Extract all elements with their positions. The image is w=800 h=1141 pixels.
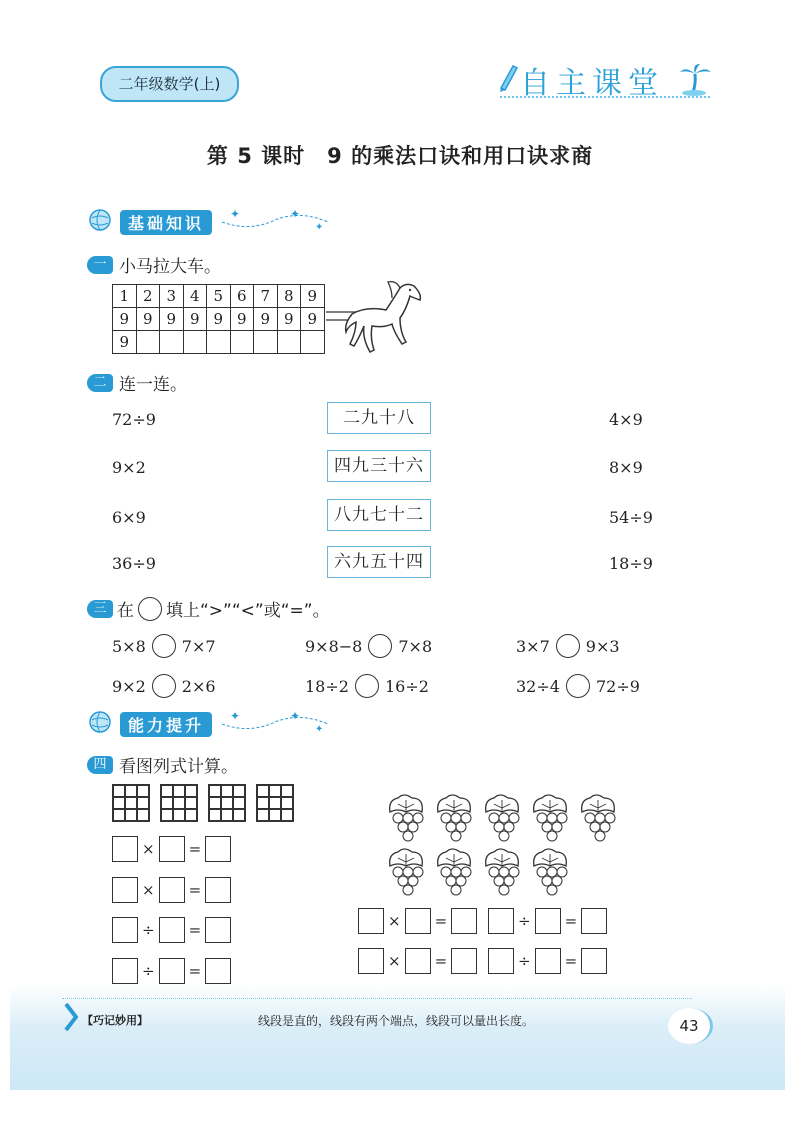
match-left-item[interactable]: 9×2 (112, 458, 146, 477)
q3-text-before: 在 (117, 601, 134, 621)
match-middle-item[interactable]: 六九五十四 (327, 546, 431, 578)
equation-row (488, 908, 607, 934)
grid-3x3-icon (112, 784, 150, 822)
grid-group (112, 784, 294, 822)
table-cell: 2 (136, 285, 160, 308)
grape-icon (432, 846, 476, 898)
answer-box[interactable] (535, 908, 561, 934)
q3-heading (87, 596, 330, 621)
q1-heading (87, 252, 221, 277)
divide-sign: ÷ (142, 921, 155, 939)
answer-cell[interactable] (254, 331, 278, 354)
grade-badge: 二年级数学(上) (100, 66, 239, 102)
compare-item (112, 634, 216, 658)
footer-divider (62, 998, 692, 999)
globe-icon (88, 710, 112, 738)
grape-icon (528, 792, 572, 844)
answer-box[interactable] (205, 917, 231, 943)
answer-box[interactable] (159, 877, 185, 903)
grape-icon (480, 792, 524, 844)
answer-circle[interactable] (152, 634, 176, 658)
match-middle-item[interactable]: 八九七十二 (327, 499, 431, 531)
svg-text:✦: ✦ (230, 710, 241, 723)
equals-sign: = (188, 962, 202, 980)
grape-icon (528, 846, 572, 898)
table-cell: 9 (254, 308, 278, 331)
q2-text: 连一连。 (119, 375, 187, 395)
answer-circle[interactable] (152, 674, 176, 698)
equation-row (112, 836, 231, 862)
compare-right: 7×7 (181, 636, 216, 656)
grid-3x3-icon (160, 784, 198, 822)
compare-left: 3×7 (516, 636, 550, 656)
match-right-item[interactable]: 4×9 (609, 410, 643, 429)
answer-cell[interactable] (277, 331, 301, 354)
divide-sign: ÷ (142, 962, 155, 980)
horse-icon (326, 276, 428, 362)
answer-cell[interactable] (160, 331, 184, 354)
table-cell: 9 (277, 308, 301, 331)
answer-box[interactable] (358, 948, 384, 974)
lesson-title: 第 5 课时 9 的乘法口诀和用口诀求商 (206, 144, 594, 168)
answer-circle[interactable] (556, 634, 580, 658)
answer-box[interactable] (159, 958, 185, 984)
table-cell: 5 (207, 285, 231, 308)
equation-row (112, 877, 231, 903)
match-right-item[interactable]: 54÷9 (609, 508, 653, 527)
svg-text:✦: ✦ (315, 222, 324, 232)
times-sign: × (142, 840, 155, 858)
page-number: 43 (668, 1008, 713, 1044)
table-cell: 9 (230, 308, 254, 331)
sparkle-decoration-icon (220, 208, 330, 236)
compare-left: 18÷2 (305, 676, 349, 696)
compare-item (516, 634, 620, 658)
match-middle-item[interactable]: 二九十八 (327, 402, 431, 434)
q1-text: 小马拉大车。 (119, 257, 221, 277)
answer-box[interactable] (112, 917, 138, 943)
table-cell: 4 (183, 285, 207, 308)
grape-icon (384, 792, 428, 844)
answer-box[interactable] (488, 948, 514, 974)
answer-box[interactable] (451, 948, 477, 974)
svg-text:✦: ✦ (290, 710, 301, 723)
q3-number: 三 (87, 600, 113, 618)
grape-icon (432, 792, 476, 844)
grid-3x3-icon (256, 784, 294, 822)
equals-sign: = (188, 840, 202, 858)
table-cell: 9 (160, 308, 184, 331)
equation-row (112, 958, 231, 984)
section-basic-label: 基础知识 (120, 210, 212, 235)
answer-circle[interactable] (368, 634, 392, 658)
compare-right: 2×6 (181, 676, 216, 696)
sparkle-decoration-icon (220, 710, 330, 738)
equals-sign: = (434, 912, 448, 930)
table-cell: 9 (207, 308, 231, 331)
compare-item (516, 674, 640, 698)
q3-text-after: 填上“>”“<”或“=”。 (166, 601, 330, 621)
answer-circle[interactable] (566, 674, 590, 698)
table-cell: 9 (301, 308, 325, 331)
race-table (112, 284, 325, 354)
q1-number: 一 (87, 256, 113, 274)
globe-icon (88, 208, 112, 236)
answer-box[interactable] (205, 958, 231, 984)
compare-item (305, 634, 432, 658)
q4-heading (87, 752, 238, 777)
answer-box[interactable] (159, 917, 185, 943)
grape-group (384, 792, 634, 902)
match-left-item[interactable]: 6×9 (112, 508, 146, 527)
table-cell: 3 (160, 285, 184, 308)
answer-box[interactable] (159, 836, 185, 862)
compare-left: 9×2 (112, 676, 146, 696)
equals-sign: = (434, 952, 448, 970)
match-left-item[interactable]: 36÷9 (112, 554, 156, 573)
compare-right: 72÷9 (595, 676, 640, 696)
circle-icon (138, 597, 162, 621)
answer-box[interactable] (358, 908, 384, 934)
equals-sign: = (188, 881, 202, 899)
answer-box[interactable] (112, 836, 138, 862)
svg-text:✦: ✦ (315, 724, 324, 734)
answer-box[interactable] (405, 908, 431, 934)
answer-box[interactable] (451, 908, 477, 934)
table-cell: 1 (113, 285, 137, 308)
answer-cell[interactable] (230, 331, 254, 354)
compare-left: 32÷4 (516, 676, 560, 696)
table-cell: 8 (277, 285, 301, 308)
times-sign: × (142, 881, 155, 899)
match-right-item[interactable]: 8×9 (609, 458, 643, 477)
compare-item (305, 674, 429, 698)
times-sign: × (388, 912, 401, 930)
header-divider (500, 96, 710, 98)
answer-box[interactable] (405, 948, 431, 974)
match-right-item[interactable]: 18÷9 (609, 554, 653, 573)
grid-3x3-icon (208, 784, 246, 822)
answer-box[interactable] (112, 877, 138, 903)
q4-number: 四 (87, 756, 113, 774)
section-advanced-banner (88, 712, 330, 736)
table-cell: 9 (183, 308, 207, 331)
q2-number: 二 (87, 374, 113, 392)
compare-right: 7×8 (398, 636, 433, 656)
answer-box[interactable] (581, 948, 607, 974)
compare-left: 9×8−8 (305, 636, 363, 656)
answer-box[interactable] (205, 836, 231, 862)
pencil-icon (497, 62, 519, 96)
answer-circle[interactable] (355, 674, 379, 698)
section-basic-banner (88, 210, 330, 234)
divide-sign: ÷ (518, 912, 531, 930)
answer-cell[interactable] (136, 331, 160, 354)
brand-title: 自主课堂 (520, 66, 664, 101)
table-cell: 9 (301, 285, 325, 308)
svg-text:✦: ✦ (290, 208, 301, 221)
tip-tag: 【巧记妙用】 (82, 1014, 148, 1027)
answer-cell[interactable] (183, 331, 207, 354)
table-cell: 9 (136, 308, 160, 331)
grape-icon (384, 846, 428, 898)
equation-row (358, 948, 477, 974)
footer-band (10, 985, 785, 1090)
palm-tree-icon (678, 62, 714, 100)
divide-sign: ÷ (518, 952, 531, 970)
equals-sign: = (564, 952, 578, 970)
grape-icon (480, 846, 524, 898)
answer-box[interactable] (488, 908, 514, 934)
section-advanced-label: 能力提升 (120, 712, 212, 737)
answer-box[interactable] (205, 877, 231, 903)
table-cell: 7 (254, 285, 278, 308)
tip-text: 线段是直的，线段有两个端点，线段可以量出长度。 (258, 1014, 535, 1028)
q4-text: 看图列式计算。 (119, 757, 238, 777)
compare-left: 5×8 (112, 636, 146, 656)
equation-row (112, 917, 231, 943)
grape-icon (576, 792, 620, 844)
match-left-item[interactable]: 72÷9 (112, 410, 156, 429)
match-middle-item[interactable]: 四九三十六 (327, 450, 431, 482)
equation-row (488, 948, 607, 974)
svg-text:✦: ✦ (230, 208, 241, 221)
answer-box[interactable] (535, 948, 561, 974)
table-cell: 6 (230, 285, 254, 308)
table-cell: 9 (113, 331, 137, 354)
times-sign: × (388, 952, 401, 970)
answer-box[interactable] (581, 908, 607, 934)
equation-row (358, 908, 477, 934)
compare-right: 9×3 (585, 636, 620, 656)
answer-box[interactable] (112, 958, 138, 984)
equals-sign: = (188, 921, 202, 939)
equals-sign: = (564, 912, 578, 930)
chevron-right-icon (64, 1002, 78, 1036)
answer-cell[interactable] (301, 331, 325, 354)
compare-right: 16÷2 (384, 676, 429, 696)
q2-heading (87, 370, 187, 395)
answer-cell[interactable] (207, 331, 231, 354)
compare-item (112, 674, 216, 698)
table-cell: 9 (113, 308, 137, 331)
